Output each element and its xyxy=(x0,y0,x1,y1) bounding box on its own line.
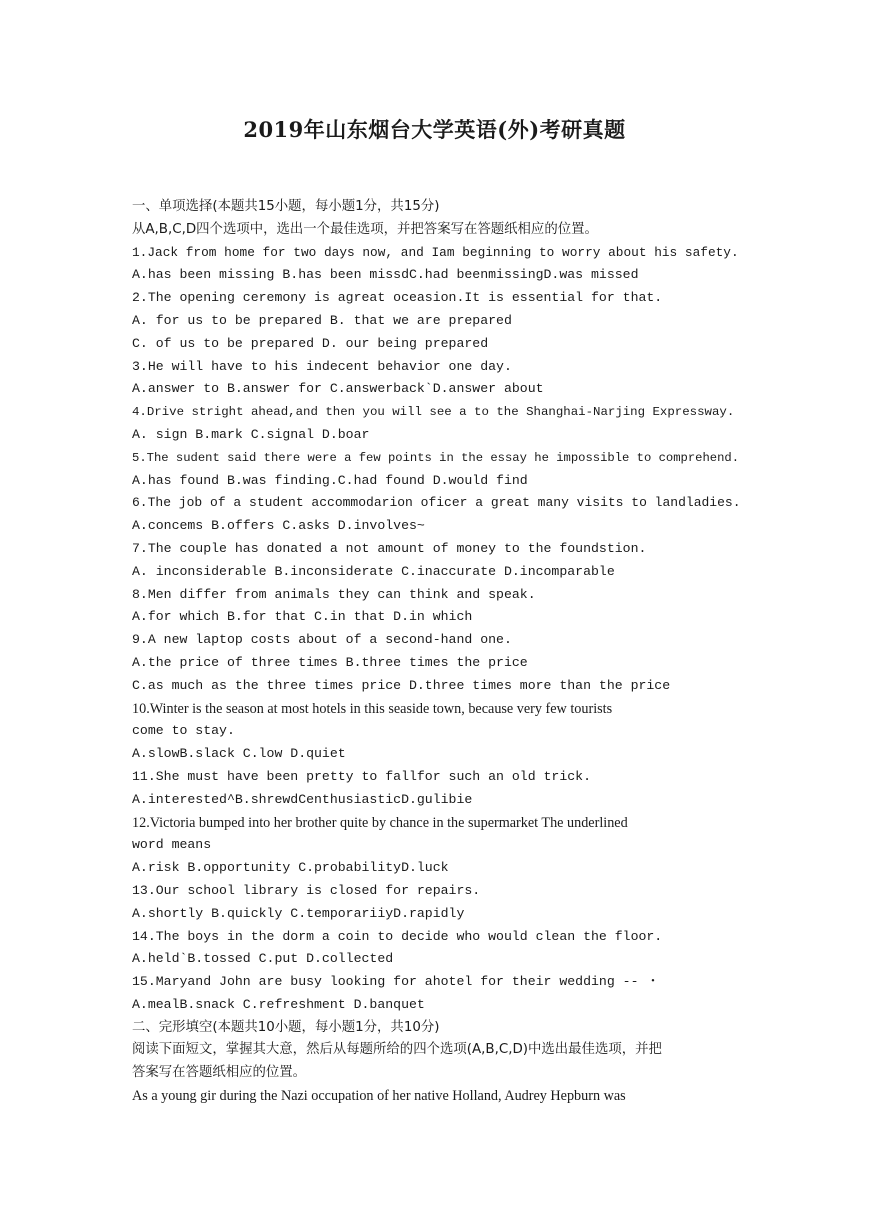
question-6-options: A.concems B.offers C.asks D.involves~ xyxy=(132,518,425,534)
exam-content xyxy=(132,196,742,1108)
question-8-options: A.for which B.for that C.in that D.in which xyxy=(132,609,473,625)
question-5: 5.The sudent said there were a few points in the essay he impossible to comprehend. xyxy=(132,450,740,465)
passage-first-line: As a young gir during the Nazi occupation of her native Holland, Audrey Hepburn was xyxy=(132,1088,626,1105)
question-6: 6.The job of a student accommodarion oficer a great many visits to landladies. xyxy=(132,495,741,511)
section-1-instructions: 从A,B,C,D四个选项中，选出一个最佳选项，并把答案写在答题纸相应的位置。 xyxy=(132,221,598,237)
question-10-continued: come to stay. xyxy=(132,723,235,739)
question-14: 14.The boys in the dorm a coin to decide who would clean the floor. xyxy=(132,928,663,944)
question-4-options: A. sign B.mark C.signal D.boar xyxy=(132,426,370,442)
question-10-options: A.slowB.slack C.low D.quiet xyxy=(132,746,346,762)
section-2-instructions-continued: 答案写在答题纸相应的位置。 xyxy=(132,1065,307,1081)
section-2-heading: 二、完形填空(本题共10小题，每小题1分，共10分) xyxy=(132,1019,440,1035)
question-11-options: A.interested^B.shrewdCenthusiasticD.gulibie xyxy=(132,791,473,807)
question-11: 11.She must have been pretty to fallfor such an old trick. xyxy=(132,768,591,784)
question-7-options: A. inconsiderable B.inconsiderate C.inaccurate D.incomparable xyxy=(132,563,615,579)
question-1-options: A.has been missing B.has been missdC.had beenmissingD.was missed xyxy=(132,267,639,283)
question-3-options: A.answer to B.answer for C.answerback`D.answer about xyxy=(132,381,544,397)
question-5-options: A.has found B.was finding.C.had found D.would find xyxy=(132,472,528,488)
question-9-options: A.the price of three times B.three times the price xyxy=(132,654,528,670)
question-9-options: C.as much as the three times price D.three times more than the price xyxy=(132,677,671,693)
question-12-continued: word means xyxy=(132,837,212,853)
exam-title: 2019年山东烟台大学英语(外)考研真题 xyxy=(243,117,626,142)
question-12: 12.Victoria bumped into her brother quite by chance in the supermarket The underlined xyxy=(132,814,628,831)
section-1-heading: 一、单项选择(本题共15小题，每小题1分，共15分) xyxy=(132,199,440,214)
question-9: 9.A new laptop costs about of a second-hand one. xyxy=(132,632,512,648)
question-7: 7.The couple has donated a not amount of money to the foundstion. xyxy=(132,540,647,556)
question-12-options: A.risk B.opportunity C.probabilityD.luck xyxy=(132,860,449,876)
question-2-options: A. for us to be prepared B. that we are prepared xyxy=(132,312,512,328)
question-13-options: A.shortly B.quickly C.temporariiyD.rapidly xyxy=(132,905,465,921)
question-10: 10.Winter is the season at most hotels in this seaside town, because very few tourists xyxy=(132,700,613,717)
question-15-options: A.mealB.snack C.refreshment D.banquet xyxy=(132,996,425,1012)
section-2-instructions: 阅读下面短文，掌握其大意，然后从每题所给的四个选项(A,B,C,D)中选出最佳选项，并把 xyxy=(132,1042,662,1058)
question-13: 13.Our school library is closed for repairs. xyxy=(132,882,481,898)
question-2-options: C. of us to be prepared D. our being prepared xyxy=(132,335,489,351)
question-2: 2.The opening ceremony is agreat oceasion.It is essential for that. xyxy=(132,290,663,306)
question-3: 3.He will have to his indecent behavior one day. xyxy=(132,358,512,374)
question-8: 8.Men differ from animals they can think and speak. xyxy=(132,586,536,602)
question-1: 1.Jack from home for two days now, and Iam beginning to worry about his safety. xyxy=(132,244,739,260)
question-4: 4.Drive stright ahead,and then you will see a to the Shanghai-Narjing Expressway. xyxy=(132,405,735,420)
question-15: 15.Maryand John are busy looking for ahotel for their wedding -- ・ xyxy=(132,974,660,990)
question-14-options: A.held`B.tossed C.put D.collected xyxy=(132,951,394,967)
